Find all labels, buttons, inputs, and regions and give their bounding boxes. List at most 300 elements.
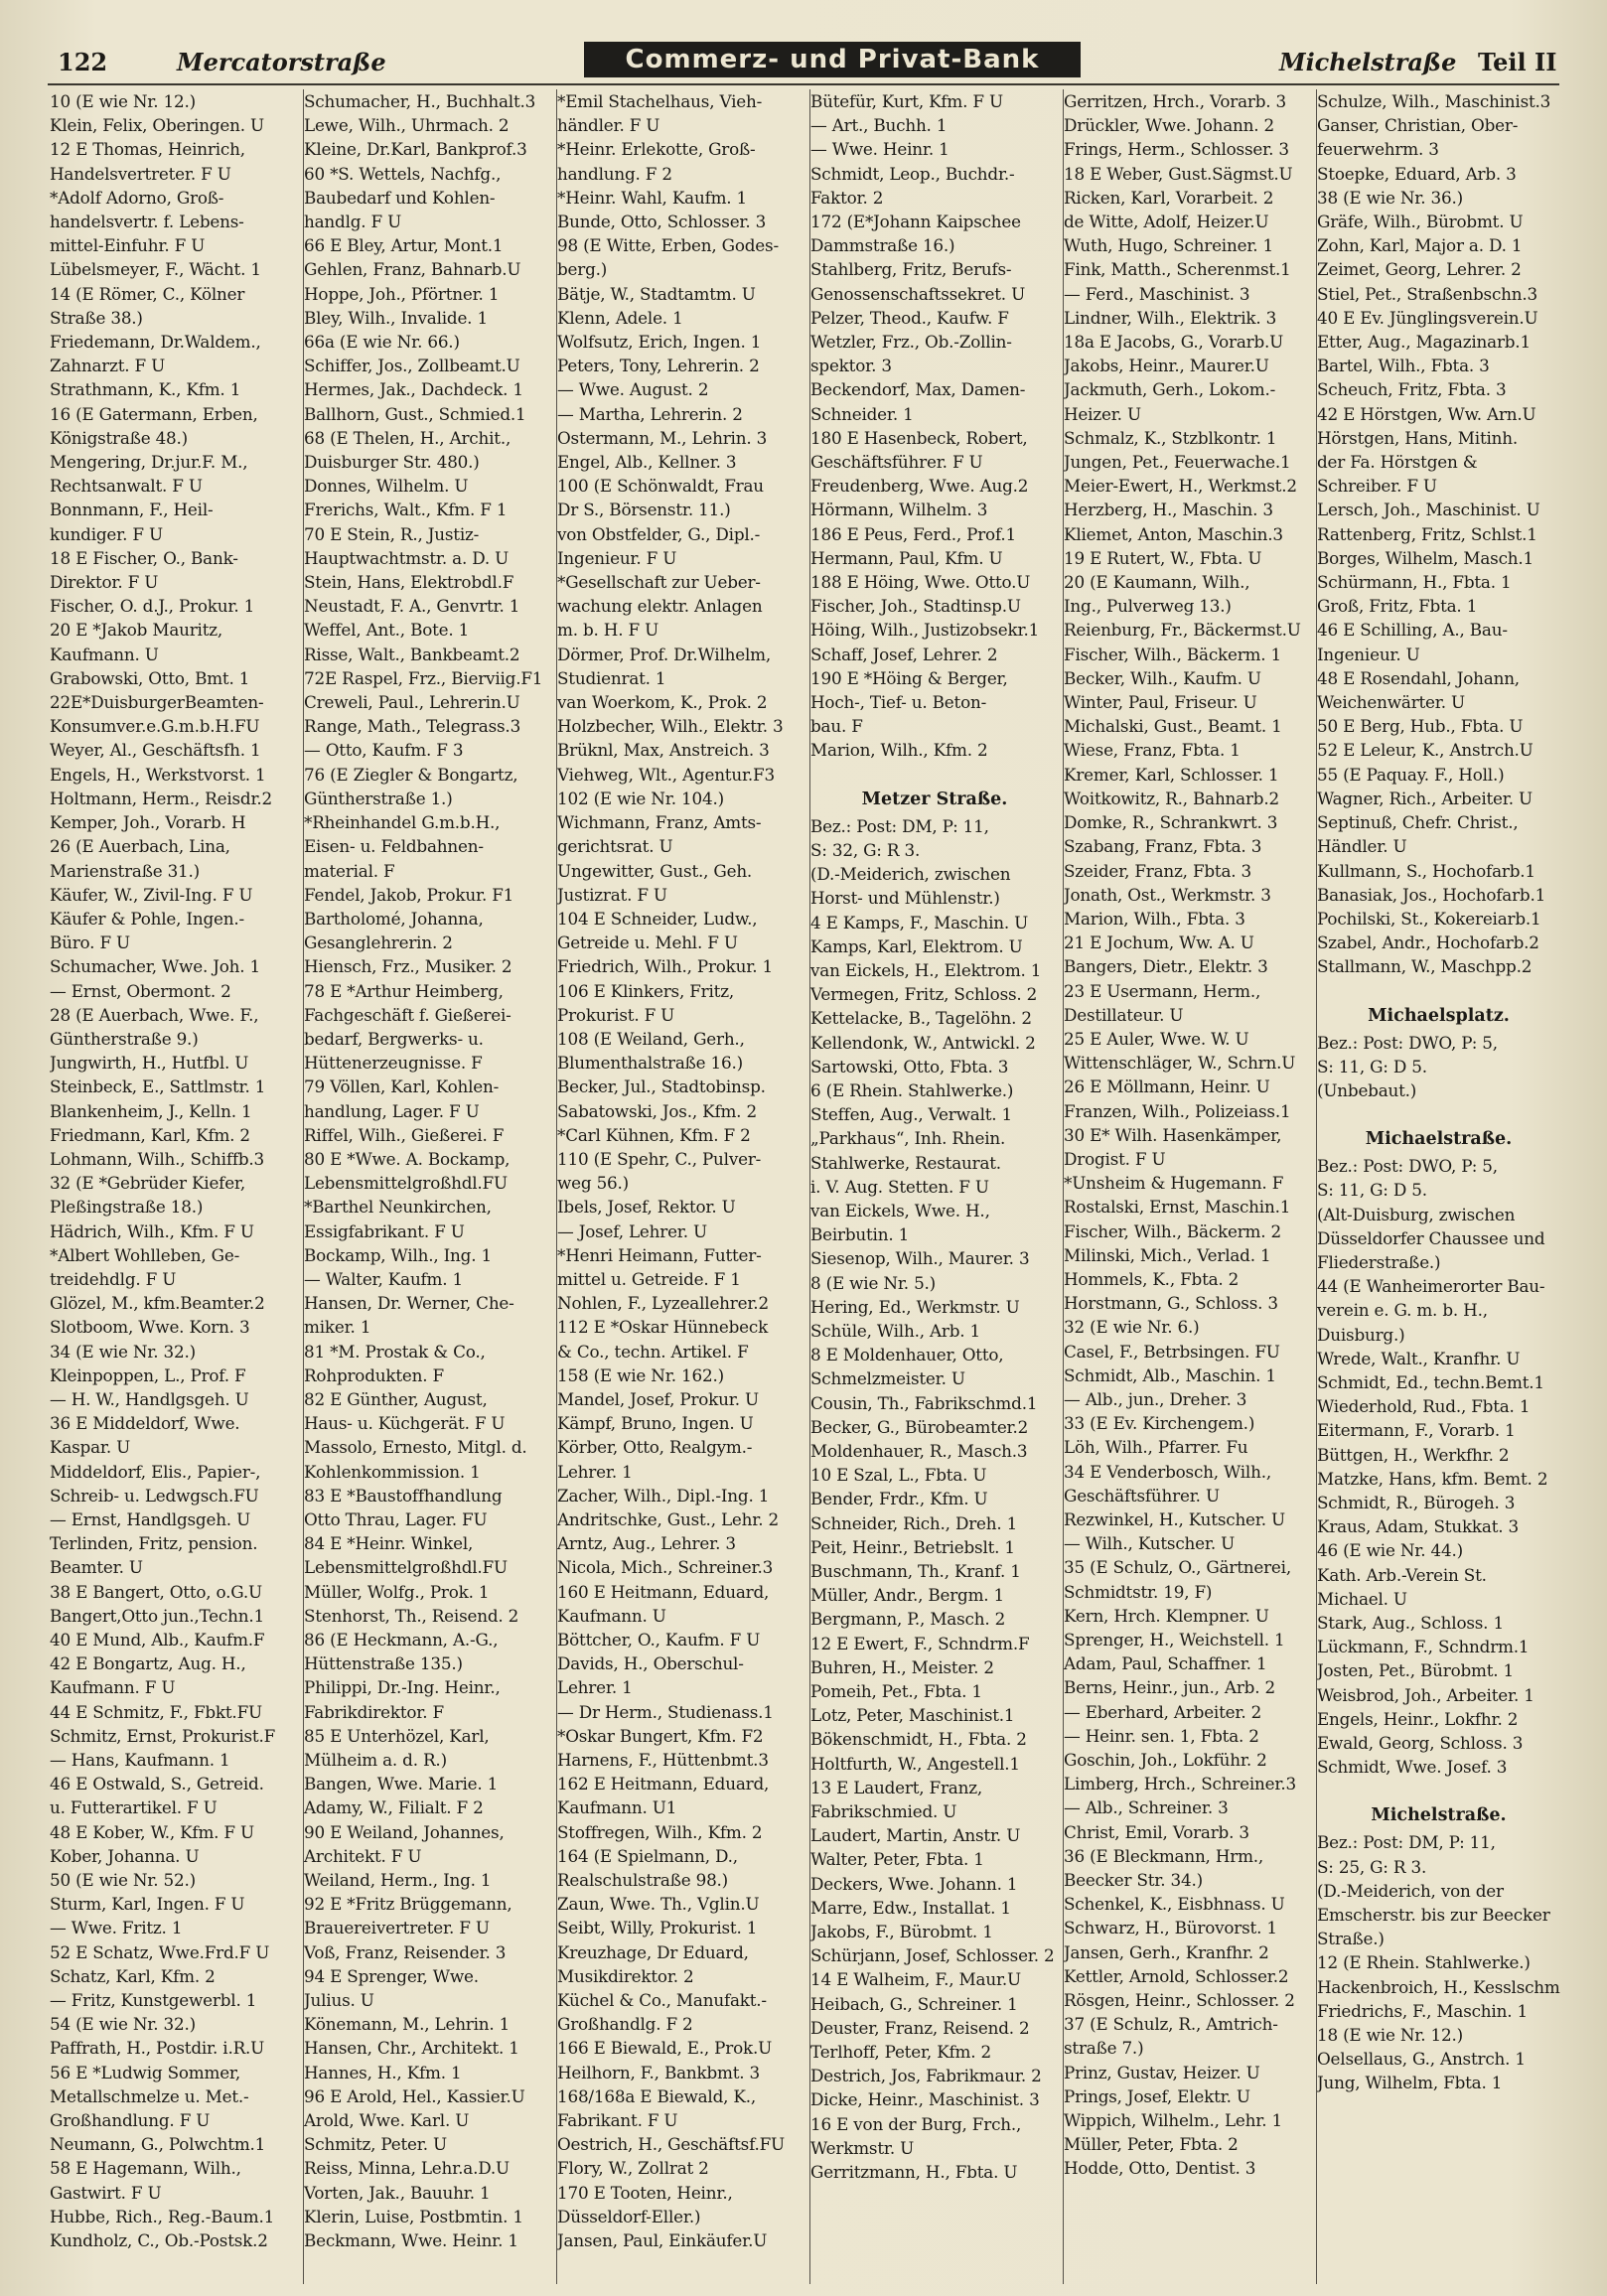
directory-entry: de Witte, Adolf, Heizer.U [1064,212,1269,232]
directory-entry: — Martha, Lehrerin. 2 [557,403,743,424]
directory-entry: Düsseldorf-Eller.) [557,2206,701,2226]
directory-entry: miker. 1 [304,1317,371,1338]
directory-entry: Stoffregen, Wilh., Kfm. 2 [557,1821,763,1842]
directory-entry: Oestrich, H., Geschäftsf.FU [557,2134,786,2155]
directory-entry: Domke, R., Schrankwrt. 3 [1064,812,1278,833]
directory-entry: Peit, Heinr., Betriebslt. 1 [810,1536,1015,1557]
directory-entry: 14 (E Römer, C., Kölner [50,283,245,304]
directory-entry: Ungewitter, Gust., Geh. [557,860,753,881]
directory-entry: Michael. U [1317,1588,1407,1609]
directory-entry: Kath. Arb.-Verein St. [1317,1564,1487,1585]
directory-entry: kundiger. F U [50,523,163,544]
directory-entry: Stallmann, W., Maschpp.2 [1317,956,1533,977]
directory-entry: Ganser, Christian, Ober- [1317,115,1519,136]
directory-entry: Szabang, Franz, Fbta. 3 [1064,836,1262,857]
directory-entry: Bockamp, Wilh., Ing. 1 [304,1244,492,1265]
directory-entry: 54 (E wie Nr. 32.) [50,2014,196,2035]
directory-entry: Michalski, Gust., Beamt. 1 [1064,716,1282,737]
directory-entry: Weiland, Herm., Ing. 1 [304,1870,492,1891]
directory-entry: 10 E Szal, L., Fbta. U [810,1465,987,1486]
directory-entry: Fendel, Jakob, Prokur. F1 [304,884,514,905]
directory-entry: Milinski, Mich., Verlad. 1 [1064,1244,1271,1265]
directory-entry: 50 E Berg, Hub., Fbta. U [1317,716,1524,737]
directory-entry: Becker, Jul., Stadtobinsp. [557,1076,766,1097]
directory-entry: 10 (E wie Nr. 12.) [50,91,196,111]
directory-entry: Fachgeschäft f. Gießerei- [304,1004,511,1025]
directory-entry: Harnens, F., Hüttenbmt.3 [557,1750,769,1771]
directory-entry: Bunde, Otto, Schlosser. 3 [557,212,767,232]
directory-entry: 12 (E Rhein. Stahlwerke.) [1317,1952,1531,1973]
street-heading: Michelstraße. [1371,1805,1507,1826]
directory-entry: 82 E Günther, August, [304,1388,488,1409]
directory-entry: Brauereivertreter. F U [304,1918,490,1938]
directory-entry: Glözel, M., kfm.Beamter.2 [50,1293,265,1314]
directory-entry: Kämpf, Bruno, Ingen. U [557,1413,754,1434]
directory-entry: Fabrikdirektor. F [304,1701,444,1722]
directory-entry: Destrich, Jos, Fabrikmaur. 2 [810,2066,1042,2086]
directory-entry: Schürjann, Josef, Schlosser. 2 [810,1945,1055,1966]
directory-entry: Schmelzmeister. U [810,1368,965,1389]
directory-entry: 79 Völlen, Karl, Kohlen- [304,1076,500,1097]
directory-entry: 20 (E Kaumann, Wilh., [1064,572,1250,593]
directory-entry: mittel-Einfuhr. F U [50,235,206,256]
directory-entry: handlung. F 2 [557,163,672,184]
directory-entry: Dicke, Heinr., Maschinist. 3 [810,2089,1040,2110]
directory-entry: Heilhorn, F., Bankbmt. 3 [557,2062,760,2082]
directory-entry: 38 (E wie Nr. 36.) [1317,187,1463,208]
directory-entry: Berns, Heinr., jun., Arb. 2 [1064,1677,1275,1698]
directory-entry: 104 E Schneider, Ludw., [557,908,758,929]
left-street-heading: Mercatorstraße [177,48,386,76]
directory-entry: Bez.: Post: DWO, P: 5, [1317,1156,1498,1177]
directory-entry: (D.-Meiderich, zwischen [810,864,1011,885]
directory-entry: 33 (E Ev. Kirchengem.) [1064,1413,1255,1434]
directory-entry: Deckers, Wwe. Johann. 1 [810,1873,1018,1894]
directory-entry: Böttcher, O., Kaufm. F U [557,1630,761,1650]
directory-entry: S: 25, G: R 3. [1317,1856,1427,1877]
directory-entry: 6 (E Rhein. Stahlwerke.) [810,1079,1014,1100]
directory-entry: Schneider. 1 [810,403,914,424]
directory-entry: Kettelacke, B., Tagelöhn. 2 [810,1008,1032,1029]
directory-entry: 81 *M. Prostak & Co., [304,1341,486,1362]
directory-entry: Hodde, Otto, Dentist. 3 [1064,2158,1256,2179]
directory-entry: Vorten, Jak., Bauuhr. 1 [304,2182,491,2203]
directory-entry: 94 E Sprenger, Wwe. [304,1965,479,1986]
directory-entry: Beckendorf, Max, Damen- [810,379,1026,400]
directory-entry: Buschmann, Th., Kranf. 1 [810,1560,1021,1581]
directory-entry: Hubbe, Rich., Reg.-Baum.1 [50,2206,275,2226]
directory-entry: 168/168a E Biewald, K., [557,2085,757,2106]
directory-entry: 180 E Hasenbeck, Robert, [810,427,1028,448]
directory-entry: bedarf, Bergwerks- u. [304,1028,484,1049]
directory-entry: Direktor. F U [50,572,159,593]
directory-entry: *Heinr. Wahl, Kaufm. 1 [557,187,748,208]
directory-entry: Bley, Wilh., Invalide. 1 [304,307,488,328]
directory-entry: 19 E Rutert, W., Fbta. U [1064,547,1262,568]
directory-entry: Fischer, O. d.J., Prokur. 1 [50,596,255,617]
directory-entry: Risse, Walt., Bankbeamt.2 [304,644,520,664]
directory-entry: Hering, Ed., Werkmstr. U [810,1296,1020,1317]
directory-entry: *Albert Wohlleben, Ge- [50,1244,240,1265]
directory-entry: Schüle, Wilh., Arb. 1 [810,1320,981,1341]
directory-entry: 78 E *Arthur Heimberg, [304,980,504,1001]
directory-entry: Engel, Alb., Kellner. 3 [557,452,737,473]
directory-entry: Schmitz, Ernst, Prokurist.F [50,1725,276,1746]
directory-entry: 18 E Weber, Gust.Sägmst.U [1064,163,1293,184]
directory-entry: — H. W., Handlgsgeh. U [50,1388,249,1409]
directory-entry: Terlinden, Fritz, pension. [50,1533,258,1554]
directory-entry: — Wwe. Heinr. 1 [810,139,950,160]
directory-entry: Körber, Otto, Realgym.- [557,1437,753,1458]
directory-entry: Rattenberg, Fritz, Schlst.1 [1317,523,1537,544]
directory-entry: Grabowski, Otto, Bmt. 1 [50,667,250,688]
directory-entry: Middeldorf, Elis., Papier-, [50,1461,261,1482]
directory-entry: 26 (E Auerbach, Lina, [50,836,230,857]
directory-entry: — Wilh., Kutscher. U [1064,1533,1236,1554]
directory-entry: Voß, Franz, Reisender. 3 [304,1941,507,1962]
directory-entry: Gerritzen, Hrch., Vorarb. 3 [1064,91,1287,111]
directory-entry: Schmidt, R., Bürogeh. 3 [1317,1492,1516,1512]
page-number: 122 [58,48,108,76]
directory-entry: Klenn, Adele. 1 [557,307,683,328]
directory-entry: Kamps, Karl, Elektrom. U [810,935,1023,956]
directory-entry: 166 E Biewald, E., Prok.U [557,2038,773,2059]
directory-entry: Bez.: Post: DM, P: 11, [1317,1832,1496,1853]
directory-entry: 46 E Ostwald, S., Getreid. [50,1774,264,1794]
directory-entry: Kellendonk, W., Antwickl. 2 [810,1032,1036,1053]
directory-entry: Stahlwerke, Restaurat. [810,1152,1001,1173]
directory-entry: 50 (E wie Nr. 52.) [50,1870,196,1891]
directory-entry: Slotboom, Wwe. Korn. 3 [50,1317,250,1338]
directory-entry: Kaufmann. F U [50,1677,176,1698]
directory-entry: 98 (E Witte, Erben, Godes- [557,235,779,256]
directory-entry: Marre, Edw., Installat. 1 [810,1897,1011,1918]
directory-entry: Lindner, Wilh., Elektrik. 3 [1064,307,1277,328]
directory-entry: straße 7.) [1064,2038,1144,2059]
directory-entry: Mandel, Josef, Prokur. U [557,1388,759,1409]
directory-entry: mittel u. Getreide. F 1 [557,1268,741,1289]
directory-entry: Holzbecher, Wilh., Elektr. 3 [557,716,784,737]
directory-entry: — Josef, Lehrer. U [557,1220,707,1241]
directory-entry: 96 E Arold, Hel., Kassier.U [304,2085,525,2106]
directory-entry: Jansen, Gerh., Kranfhr. 2 [1064,1941,1269,1962]
directory-entry: Reienburg, Fr., Bäckermst.U [1064,620,1301,641]
directory-entry: Frings, Herm., Schlosser. 3 [1064,139,1289,160]
directory-entry: Strathmann, K., Kfm. 1 [50,379,241,400]
directory-entry: Schmidt, Alb., Maschin. 1 [1064,1364,1276,1385]
directory-entry: Ing., Pulverweg 13.) [1064,596,1232,617]
directory-entry: 66a (E wie Nr. 66.) [304,332,460,353]
directory-entry: Julius. U [304,1990,374,2011]
directory-entry: S: 32, G: R 3. [810,839,921,860]
directory-entry: 60 *S. Wettels, Nachfg., [304,163,502,184]
directory-entry: Klein, Felix, Oberingen. U [50,115,264,136]
directory-entry: *Oskar Bungert, Kfm. F2 [557,1725,764,1746]
directory-entry: Wittenschläger, W., Schrn.U [1064,1053,1296,1074]
directory-entry: Stiel, Pet., Straßenbschn.3 [1317,283,1537,304]
directory-entry: *Carl Kühnen, Kfm. F 2 [557,1124,751,1145]
directory-entry: Zacher, Wilh., Dipl.-Ing. 1 [557,1485,770,1506]
directory-entry: von Obstfelder, G., Dipl.- [557,523,761,544]
directory-entry: Bangert,Otto jun.,Techn.1 [50,1605,264,1626]
directory-entry: 40 E Mund, Alb., Kaufm.F [50,1630,265,1650]
directory-entry: Hüttenstraße 135.) [304,1653,463,1674]
directory-entry: bau. F [810,716,863,737]
directory-entry: 34 (E wie Nr. 32.) [50,1341,196,1362]
directory-entry: m. b. H. F U [557,620,659,641]
directory-entry: Eisen- u. Feldbahnen- [304,836,484,857]
directory-entry: Handelsvertreter. F U [50,163,231,184]
street-heading: Michaelsplatz. [1368,1005,1510,1026]
directory-entry: Büttgen, H., Werkfhr. 2 [1317,1444,1510,1465]
directory-entry: Hörmann, Wilhelm. 3 [810,500,988,520]
directory-entry: *Gesellschaft zur Ueber- [557,572,761,593]
directory-entry: Marion, Wilh., Kfm. 2 [810,740,988,761]
directory-entry: 80 E *Wwe. A. Bockamp, [304,1148,511,1169]
directory-entry: Kundholz, C., Ob.-Postsk.2 [50,2230,268,2251]
directory-entry: van Eickels, H., Elektrom. 1 [810,959,1042,980]
directory-entry: 8 (E wie Nr. 5.) [810,1272,937,1293]
directory-entry: Gehlen, Franz, Bahnarb.U [304,259,521,280]
directory-entry: Szabel, Andr., Hochofarb.2 [1317,933,1539,953]
directory-entry: Horst- und Mühlenstr.) [810,888,1000,909]
directory-entry: Käufer & Pohle, Ingen.- [50,908,244,929]
directory-entry: Lebensmittelgroßhdl.FU [304,1173,508,1194]
directory-entry: 190 E *Höing & Berger, [810,667,1008,688]
directory-entry: Etter, Aug., Magazinarb.1 [1317,332,1531,353]
directory-entry: 22E*DuisburgerBeamten- [50,692,264,713]
directory-entry: 108 (E Weiland, Gerh., [557,1028,745,1049]
directory-entry: Kraus, Adam, Stukkat. 3 [1317,1516,1519,1537]
directory-entry: Königstraße 48.) [50,427,188,448]
directory-entry: Jung, Wilhelm, Fbta. 1 [1317,2073,1503,2093]
directory-entry: Höing, Wilh., Justizobsekr.1 [810,620,1040,641]
directory-entry: Ingenieur. F U [557,547,677,568]
directory-entry: Schmidt, Ed., techn.Bemt.1 [1317,1371,1544,1392]
directory-entry: Becker, Wilh., Kaufm. U [1064,667,1261,688]
directory-entry: 46 E Schilling, A., Bau- [1317,620,1508,641]
directory-entry: 23 E Usermann, Herm., [1064,980,1261,1001]
directory-entry: berg.) [557,259,608,280]
directory-entry: Rohprodukten. F [304,1364,444,1385]
directory-entry: weg 56.) [557,1173,630,1194]
directory-entry: u. Futterartikel. F U [50,1797,218,1818]
directory-entry: Otto Thrau, Lager. FU [304,1508,488,1529]
directory-entry: Beecker Str. 34.) [1064,1870,1203,1891]
directory-entry: Bartel, Wilh., Fbta. 3 [1317,356,1490,376]
directory-entry: Gesanglehrerin. 2 [304,933,453,953]
directory-entry: Kleinpoppen, L., Prof. F [50,1364,246,1385]
directory-entry: 85 E Unterhözel, Karl, [304,1725,490,1746]
directory-entry: 186 E Peus, Ferd., Prof.1 [810,523,1016,544]
directory-entry: Rösgen, Heinr., Schlosser. 2 [1064,1990,1295,2011]
directory-entry: Schneider, Rich., Dreh. 1 [810,1512,1018,1533]
directory-entry: Lewe, Wilh., Uhrmach. 2 [304,115,510,136]
spacer [810,763,1059,777]
directory-entry: material. F [304,860,395,881]
directory-entry: Bergmann, P., Masch. 2 [810,1609,1006,1630]
directory-entry: Konsumver.e.G.m.b.H.FU [50,716,260,737]
directory-entry: 26 E Möllmann, Heinr. U [1064,1076,1270,1097]
directory-entry: Rechtsanwalt. F U [50,476,203,497]
directory-entry: Hauptwachtmstr. a. D. U [304,547,510,568]
directory-entry: 112 E *Oskar Hünnebeck [557,1317,769,1338]
directory-entry: Hansen, Dr. Werner, Che- [304,1293,514,1314]
directory-entry: Beckmann, Wwe. Heinr. 1 [304,2230,518,2251]
directory-entry: Freudenberg, Wwe. Aug.2 [810,476,1029,497]
directory-entry: Flory, W., Zollrat 2 [557,2158,709,2179]
directory-entry: Jansen, Paul, Einkäufer.U [557,2230,768,2251]
directory-entry: i. V. Aug. Stetten. F U [810,1176,989,1197]
directory-entry: Hannes, H., Kfm. 1 [304,2062,462,2082]
directory-entry: Oelsellaus, G., Anstrch. 1 [1317,2049,1526,2070]
directory-entry: Range, Math., Telegrass.3 [304,716,521,737]
directory-entry: Lückmann, F., Schndrm.1 [1317,1637,1530,1657]
directory-entry: Pleßingstraße 18.) [50,1197,204,1218]
directory-entry: van Eickels, Wwe. H., [810,1200,990,1220]
directory-entry: Eitermann, F., Vorarb. 1 [1317,1420,1516,1441]
directory-entry: Hiensch, Frz., Musiker. 2 [304,956,512,977]
directory-entry: Ricken, Karl, Vorarbeit. 2 [1064,187,1274,208]
directory-entry: Bez.: Post: DM, P: 11, [810,815,989,836]
directory-entry: *Heinr. Erlekotte, Groß- [557,139,756,160]
directory-entry: *Unsheim & Hugemann. F [1064,1173,1284,1194]
directory-entry: Bonnmann, F., Heil- [50,500,214,520]
directory-entry: Wrede, Walt., Kranfhr. U [1317,1348,1521,1368]
directory-entry: Groß, Fritz, Fbta. 1 [1317,596,1478,617]
directory-entry: 36 (E Bleckmann, Hrm., [1064,1845,1264,1866]
directory-entry: Kaufmann. U1 [557,1797,677,1818]
spacer [1317,1779,1560,1793]
directory-entry: Jungwirth, H., Hutfbl. U [50,1053,249,1074]
directory-entry: Baubedarf und Kohlen- [304,187,496,208]
directory-entry: Gastwirt. F U [50,2182,162,2203]
directory-entry: 170 E Tooten, Heinr., [557,2182,733,2203]
directory-entry: Großhandlg. F 2 [557,2014,693,2035]
directory-entry: — Ferd., Maschinist. 3 [1064,283,1250,304]
directory-entry: Dammstraße 16.) [810,235,955,256]
directory-entry: 110 (E Spehr, C., Pulver- [557,1148,762,1169]
directory-entry: Prings, Josef, Elektr. U [1064,2085,1250,2106]
directory-entry: Schwarz, H., Bürovorst. 1 [1064,1918,1277,1938]
directory-entry: 16 (E Gatermann, Erben, [50,403,258,424]
column-4 [809,89,1059,2284]
directory-entry: Weffel, Ant., Bote. 1 [304,620,470,641]
directory-entry: Schumacher, H., Buchhalt.3 [304,91,536,111]
directory-entry: 55 (E Paquay. F., Holl.) [1317,764,1505,785]
directory-entry: Faktor. 2 [810,187,884,208]
directory-entry: Terlhoff, Peter, Kfm. 2 [810,2042,992,2063]
directory-entry: Wichmann, Franz, Amts- [557,812,762,833]
directory-entry: 100 (E Schönwaldt, Frau [557,476,764,497]
directory-entry: — Eberhard, Arbeiter. 2 [1064,1701,1262,1722]
directory-entry: Neumann, G., Polwchtm.1 [50,2134,266,2155]
directory-entry: Büro. F U [50,933,130,953]
directory-entry: Adamy, W., Filialt. F 2 [304,1797,484,1818]
directory-entry: — Otto, Kaufm. F 3 [304,740,464,761]
directory-entry: Stenhorst, Th., Reisend. 2 [304,1605,519,1626]
directory-entry: Schatz, Karl, Kfm. 2 [50,1965,216,1986]
directory-entry: (Unbebaut.) [1317,1079,1417,1100]
directory-entry: — Wwe. Fritz. 1 [50,1918,183,1938]
directory-entry: Justizrat. F U [557,884,667,905]
directory-entry: S: 11, G: D 5. [1317,1180,1427,1201]
right-street-heading: Michelstraße [1279,48,1457,76]
directory-entry: Wetzler, Frz., Ob.-Zollin- [810,332,1012,353]
directory-entry: van Woerkom, K., Prok. 2 [557,692,768,713]
directory-entry: (Alt-Duisburg, zwischen [1317,1204,1516,1224]
directory-entry: 12 E Ewert, F., Schndrm.F [810,1633,1030,1653]
directory-entry: Kaufmann. U [557,1605,666,1626]
directory-entry: Kullmann, S., Hochofarb.1 [1317,860,1535,881]
directory-entry: spektor. 3 [810,356,892,376]
directory-entry: Ballhorn, Gust., Schmied.1 [304,403,526,424]
directory-entry: Kober, Johanna. U [50,1845,200,1866]
directory-entry: Beamter. U [50,1557,143,1578]
directory-entry: Sprenger, H., Weichstell. 1 [1064,1630,1285,1650]
directory-entry: Kettler, Arnold, Schlosser.2 [1064,1965,1289,1986]
directory-entry: Walter, Peter, Fbta. 1 [810,1849,984,1870]
column-3 [556,89,805,2284]
directory-entry: Scheuch, Fritz, Fbta. 3 [1317,379,1507,400]
directory-entry: 20 E *Jakob Mauritz, [50,620,223,641]
directory-entry: Heibach, G., Schreiner. 1 [810,1993,1018,2014]
directory-entry: 46 (E wie Nr. 44.) [1317,1540,1463,1561]
directory-entry: Schmitz, Peter. U [304,2134,447,2155]
column-2 [303,89,552,2284]
directory-entry: Händler. U [1317,836,1407,857]
directory-entry: Kreuzhage, Dr Eduard, [557,1941,749,1962]
directory-entry: Ibels, Josef, Rektor. U [557,1197,736,1218]
directory-entry: Mülheim a. d. R.) [304,1750,447,1771]
directory-entry: 35 (E Schulz, O., Gärtnerei, [1064,1557,1291,1578]
directory-entry: händler. F U [557,115,660,136]
directory-entry: Deuster, Franz, Reisend. 2 [810,2017,1030,2038]
directory-entry: Wuth, Hugo, Schreiner. 1 [1064,235,1274,256]
directory-entry: 18a E Jacobs, G., Vorarb.U [1064,332,1284,353]
directory-entry: 28 (E Auerbach, Wwe. F., [50,1004,259,1025]
directory-entry: 188 E Höing, Wwe. Otto.U [810,572,1031,593]
directory-entry: Lebensmittelgroßhdl.FU [304,1557,508,1578]
directory-entry: — Fritz, Kunstgewerbl. 1 [50,1990,257,2011]
directory-entry: Lohmann, Wilh., Schiffb.3 [50,1148,264,1169]
directory-entry: 58 E Hagemann, Wilh., [50,2158,241,2179]
directory-entry: Herzberg, H., Maschin. 3 [1064,500,1273,520]
directory-entry: Metallschmelze u. Met.- [50,2085,249,2106]
directory-entry: wachung elektr. Anlagen [557,596,763,617]
directory-entry: & Co., techn. Artikel. F [557,1341,749,1362]
directory-entry: Limberg, Hrch., Schreiner.3 [1064,1774,1296,1794]
directory-entry: Goschin, Joh., Lokführ. 2 [1064,1750,1267,1771]
directory-entry: *Barthel Neunkirchen, [304,1197,492,1218]
directory-entry: Getreide u. Mehl. F U [557,933,738,953]
directory-entry: Fink, Matth., Scherenmst.1 [1064,259,1291,280]
directory-entry: Zohn, Karl, Major a. D. 1 [1317,235,1523,256]
directory-entry: Rezwinkel, H., Kutscher. U [1064,1508,1285,1529]
directory-entry: — Wwe. August. 2 [557,379,709,400]
street-heading: Metzer Straße. [861,789,1008,809]
directory-entry: Holtfurth, W., Angestell.1 [810,1753,1020,1774]
directory-entry: Arntz, Aug., Lehrer. 3 [557,1533,736,1554]
directory-entry: Neustadt, F. A., Genvrtr. 1 [304,596,520,617]
directory-entry: Jakobs, Heinr., Maurer.U [1064,356,1269,376]
directory-entry: — Walter, Kaufm. 1 [304,1268,464,1289]
directory-entry: Schumacher, Wwe. Joh. 1 [50,956,261,977]
directory-entry: Gräfe, Wilh., Bürobmt. U [1317,212,1524,232]
directory-entry: Realschulstraße 98.) [557,1870,729,1891]
directory-entry: Rostalski, Ernst, Maschin.1 [1064,1197,1291,1218]
directory-entry: Hädrich, Wilh., Kfm. F U [50,1220,254,1241]
